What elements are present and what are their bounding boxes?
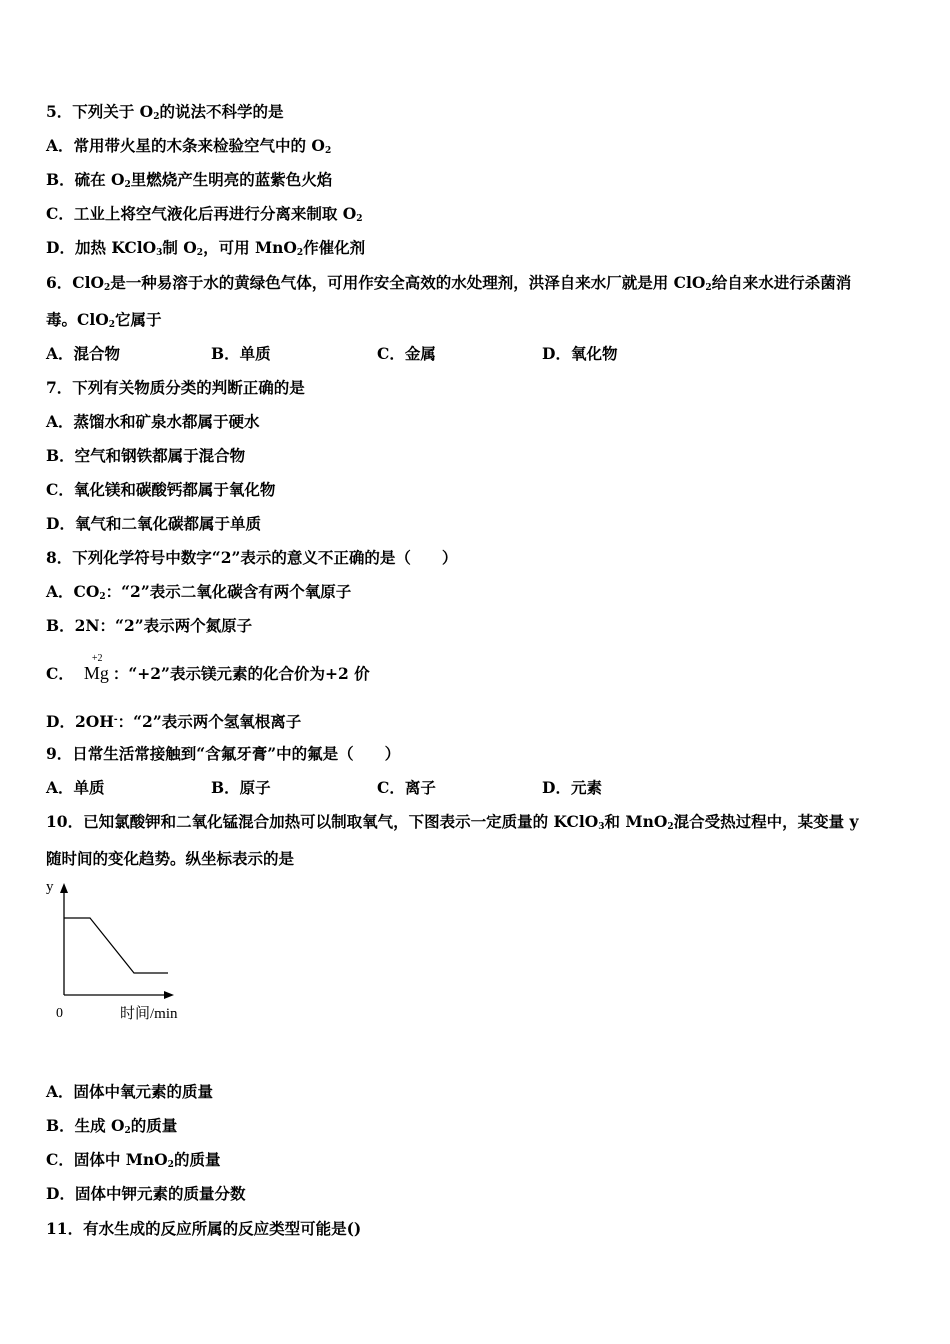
- q10-stem-line1: 10．已知氯酸钾和二氧化锰混合加热可以制取氧气，下图表示一定质量的 KClO$_3$和 MnO$_2$混合受热过程中，某变量 y: [46, 812, 859, 832]
- q9-option-c: C．离子: [377, 778, 436, 797]
- q10-graph: [40, 875, 200, 1025]
- q7-option-c: C．氧化镁和碳酸钙都属于氧化物: [46, 480, 276, 499]
- q8-option-d: D．2OH-：“2”表示两个氢氧根离子: [46, 712, 302, 731]
- q7-option-a: A．蒸馏水和矿泉水都属于硬水: [46, 412, 260, 431]
- q9-stem: 9．日常生活常接触到“含氟牙膏”中的氟是（ ）: [46, 744, 401, 763]
- q6-option-c: C．金属: [377, 344, 436, 363]
- q9-option-d: D．元素: [542, 778, 602, 797]
- q11-stem: 11．有水生成的反应所属的反应类型可能是(): [46, 1219, 362, 1238]
- mg-valence-symbol: +2 Mg: [83, 653, 109, 683]
- q10-option-d: D．固体中钾元素的质量分数: [46, 1184, 246, 1203]
- q7-option-b: B．空气和钢铁都属于混合物: [46, 446, 246, 465]
- y-axis-label: y: [46, 879, 54, 895]
- q10-stem-line2: 随时间的变化趋势。纵坐标表示的是: [46, 849, 295, 868]
- q7-stem: 7．下列有关物质分类的判断正确的是: [46, 378, 305, 397]
- q10-option-b: B．生成 $O_2$的质量: [46, 1116, 178, 1136]
- q8-option-c: C． +2 Mg ：“+2”表示镁元素的化合价为+2 价: [46, 653, 370, 683]
- q6-option-a: A．混合物: [46, 344, 121, 363]
- origin-label: 0: [56, 1006, 63, 1021]
- q6-option-b: B．单质: [211, 344, 271, 363]
- q5-option-d: D．加热 KClO$_3$制 $O_2$，可用 MnO$_2$作催化剂: [46, 238, 366, 258]
- q6-option-d: D．氧化物: [542, 344, 618, 363]
- q9-option-a: A．单质: [46, 778, 105, 797]
- q6-stem-line2: 毒。ClO$_2$它属于: [46, 310, 162, 330]
- q9-option-b: B．原子: [211, 778, 271, 797]
- y-axis-arrow-icon: [60, 883, 68, 893]
- q5-option-c: C．工业上将空气液化后再进行分离来制取 $O_2$: [46, 204, 363, 224]
- q5-option-a: A．常用带火星的木条来检验空气中的 $O_2$: [46, 136, 332, 156]
- x-axis-label: 时间/min: [120, 1006, 178, 1022]
- q5-option-b: B．硫在 $O_2$里燃烧产生明亮的蓝紫色火焰: [46, 170, 333, 190]
- q7-option-d: D．氧气和二氧化碳都属于单质: [46, 514, 261, 533]
- q8-option-a: A．$CO_2$：“2”表示二氧化碳含有两个氧原子: [46, 582, 352, 602]
- q6-stem-line1: 6．ClO$_2$是一种易溶于水的黄绿色气体，可用作安全高效的水处理剂，洪泽自来水厂就是用 ClO$_2$给自来水进行杀菌消: [46, 273, 852, 293]
- x-axis-arrow-icon: [164, 991, 174, 999]
- q10-option-c: C．固体中 MnO$_2$的质量: [46, 1150, 221, 1170]
- q5-stem: 5．下列关于 $O_2$的说法不科学的是: [46, 102, 284, 122]
- graph-curve: [64, 918, 168, 973]
- q8-stem: 8．下列化学符号中数字“2”表示的意义不正确的是（ ）: [46, 548, 458, 567]
- q10-option-a: A．固体中氧元素的质量: [46, 1082, 214, 1101]
- q8-option-b: B．2N：“2”表示两个氮原子: [46, 616, 253, 635]
